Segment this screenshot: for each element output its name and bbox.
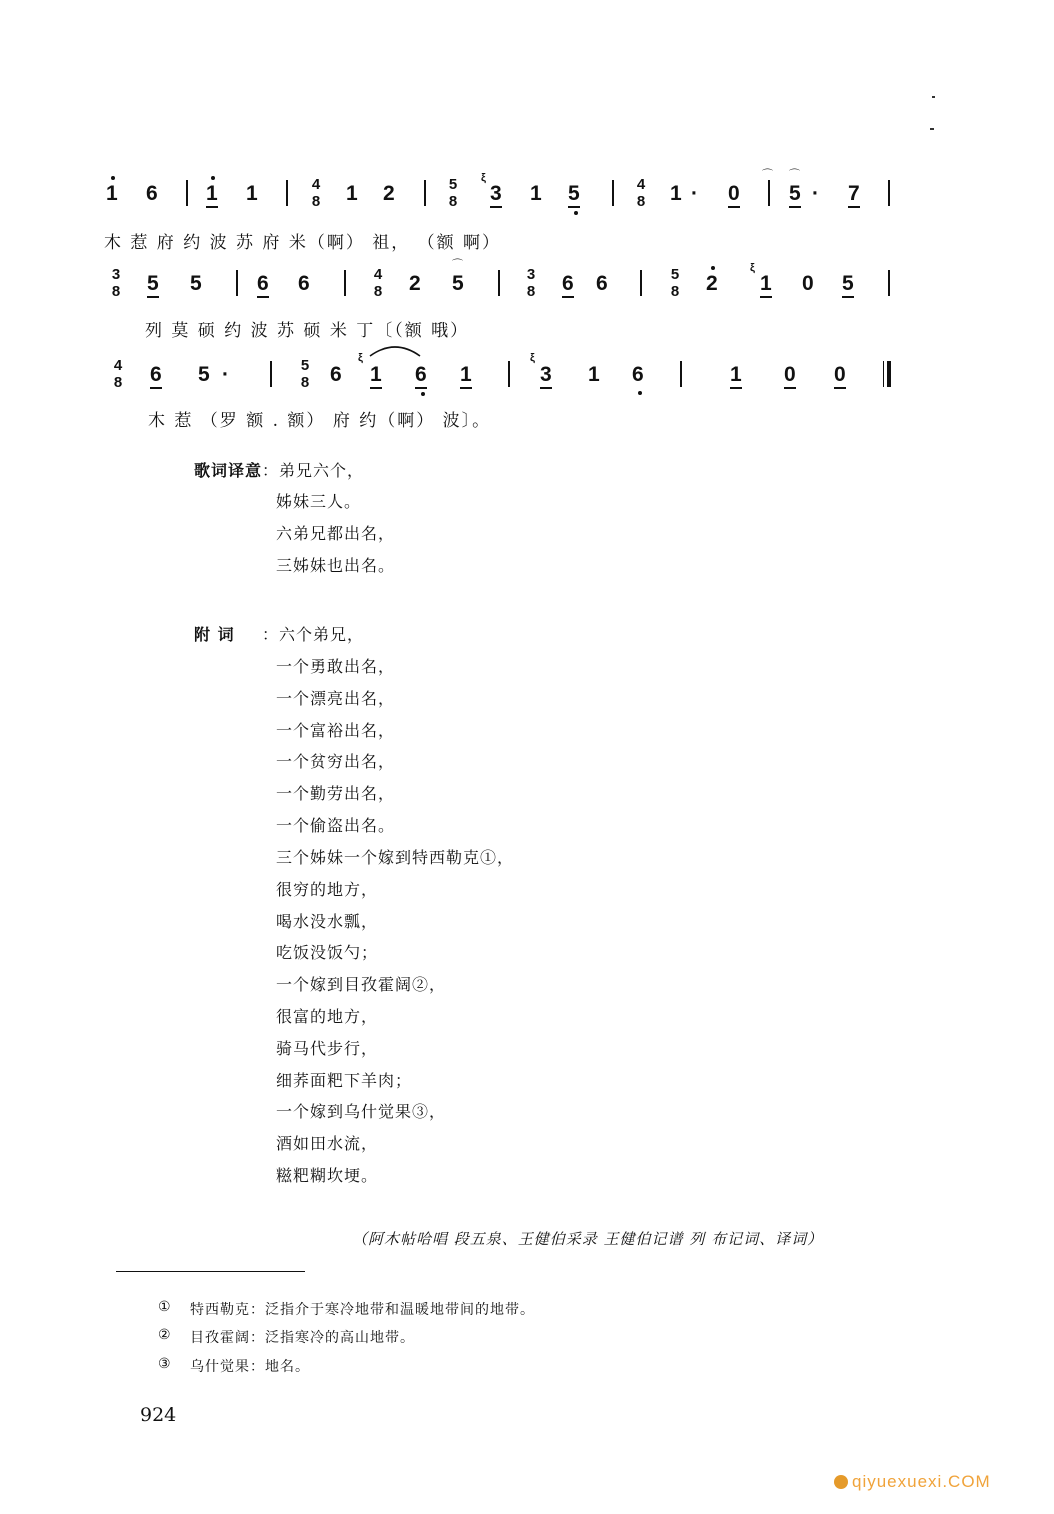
appendix-label: 附 词 [194,625,235,644]
dot: · [812,182,819,205]
appendix-line: 一个勤劳出名， [276,784,396,803]
barline [612,180,614,206]
barline [186,180,188,206]
footnote-mark: ① [158,1299,172,1315]
watermark [834,1472,991,1492]
footnote-text: 目孜霍阔：泛指寒冷的高山地带。 [190,1330,415,1346]
time-signature: 4 8 [636,176,646,210]
note: 0 [784,363,796,389]
note: 1 [670,182,682,205]
scan-speck [930,128,934,130]
footnote-text: 乌什觉果：地名。 [190,1359,310,1375]
barline [286,180,288,206]
appendix-line: 一个漂亮出名， [276,689,396,708]
note: 2 [409,272,421,295]
note: 6 [150,363,162,389]
note: 1 [588,363,600,386]
note: 5 [789,182,801,208]
grace-note: ξ [530,352,535,364]
watermark-logo-icon [834,1475,848,1489]
note: 5 [452,272,464,295]
note: 1 [206,182,218,208]
note: 0 [834,363,846,389]
note: 7 [848,182,860,208]
time-signature: 4 8 [311,176,321,210]
time-signature: 4 8 [113,357,123,391]
dot: · [222,363,229,386]
appendix-line: 三个姊妹一个嫁到特西勒克①， [276,848,515,867]
fermata: ⌒ [789,168,800,181]
note: 6 [298,272,310,295]
appendix-line: 一个偷盗出名。 [276,816,396,835]
translation-line: ：弟兄六个， [262,461,365,480]
appendix-line: 糍粑糊坎埂。 [276,1166,379,1185]
note-high-dot [111,176,115,180]
appendix-line: 很富的地方， [276,1007,379,1026]
translation-line: 三姊妹也出名。 [276,556,396,575]
barline [424,180,426,206]
note: 6 [632,363,644,386]
note: 6 [330,363,342,386]
note: 5 [147,272,159,298]
grace-note: ξ [481,172,486,184]
translation-line: 姊妹三人。 [276,492,362,511]
note-high-dot [211,176,215,180]
appendix-line: 一个嫁到目孜霍阔②， [276,975,447,994]
fermata: ⌒ [762,168,773,181]
note: 1 [346,182,358,205]
note: 3 [540,363,552,389]
note: 1 [106,182,118,205]
appendix-line: 一个贫穷出名， [276,752,396,771]
lyrics-row-2: 列 莫 硕 约 波 苏 硕 米 丁〔（额 哦） [145,321,470,341]
note-low-dot [638,391,642,395]
appendix-line: ：六个弟兄， [262,625,365,644]
credit-line: （阿木帖哈唱 段五泉、王健伯采录 王健伯记谱 列 布记词、译词） [352,1230,824,1248]
translation-line: 六弟兄都出名， [276,524,396,543]
final-barline-thick [887,361,891,387]
appendix-line: 一个嫁到乌什觉果③， [276,1102,447,1121]
note: 6 [257,272,269,298]
footnote-mark: ② [158,1327,172,1343]
time-signature: 3 8 [526,266,536,300]
footnote-mark: ③ [158,1356,172,1372]
note: 0 [802,272,814,295]
note: 1 [460,363,472,389]
note: 6 [596,272,608,295]
note: 1 [730,363,742,389]
footnote-text: 特西勒克：泛指介于寒冷地带和温暖地带间的地带。 [190,1302,535,1318]
note: 6 [562,272,574,298]
barline [768,180,770,206]
note: 6 [415,363,427,389]
barline [344,270,346,296]
dot: · [691,182,698,205]
appendix-line: 很穷的地方， [276,880,379,899]
note-high-dot [711,266,715,270]
barline [236,270,238,296]
note: 5 [568,182,580,208]
note: 2 [706,272,718,295]
appendix-line: 酒如田水流， [276,1134,379,1153]
note: 5 [198,363,210,386]
note: 6 [146,182,158,205]
slur [368,342,422,358]
time-signature: 5 8 [300,357,310,391]
watermark-text: qiyuexuexi.COM [852,1472,991,1491]
lyrics-row-3: 木 惹 （罗 额 . 额） 府 约（啊） 波〕。 [148,411,492,431]
barline [680,361,682,387]
note: 1 [246,182,258,205]
page-number: 924 [140,1404,177,1426]
appendix-line: 喝水没水瓢， [276,912,379,931]
note: 5 [190,272,202,295]
final-barline-thin [883,361,884,387]
grace-note: ξ [750,262,755,274]
note: 5 [842,272,854,298]
appendix-line: 一个富裕出名， [276,721,396,740]
barline [508,361,510,387]
appendix-line: 吃饭没饭勺； [276,943,379,962]
barline [498,270,500,296]
appendix-line: 细荞面粑下羊肉； [276,1071,413,1090]
note: 2 [383,182,395,205]
scan-speck [932,96,935,98]
time-signature: 4 8 [373,266,383,300]
translation-label: 歌词译意 [194,461,263,480]
barline [270,361,272,387]
appendix-line: 骑马代步行， [276,1039,379,1058]
time-signature: 5 8 [670,266,680,300]
note-low-dot [574,211,578,215]
footnote-rule [116,1271,305,1272]
grace-note: ξ [358,352,363,364]
note: 1 [530,182,542,205]
lyrics-row-1: 木 惹 府 约 波 苏 府 米（啊） 祖， （额 啊） [104,233,502,253]
time-signature: 5 8 [448,176,458,210]
appendix-line: 一个勇敢出名， [276,657,396,676]
time-signature: 3 8 [111,266,121,300]
barline [888,180,890,206]
note: 1 [760,272,772,298]
note: 3 [490,182,502,208]
note: 1 [370,363,382,389]
note: 0 [728,182,740,208]
fermata: ⌒ [452,258,463,271]
barline [640,270,642,296]
barline [888,270,890,296]
note-low-dot [421,392,425,396]
